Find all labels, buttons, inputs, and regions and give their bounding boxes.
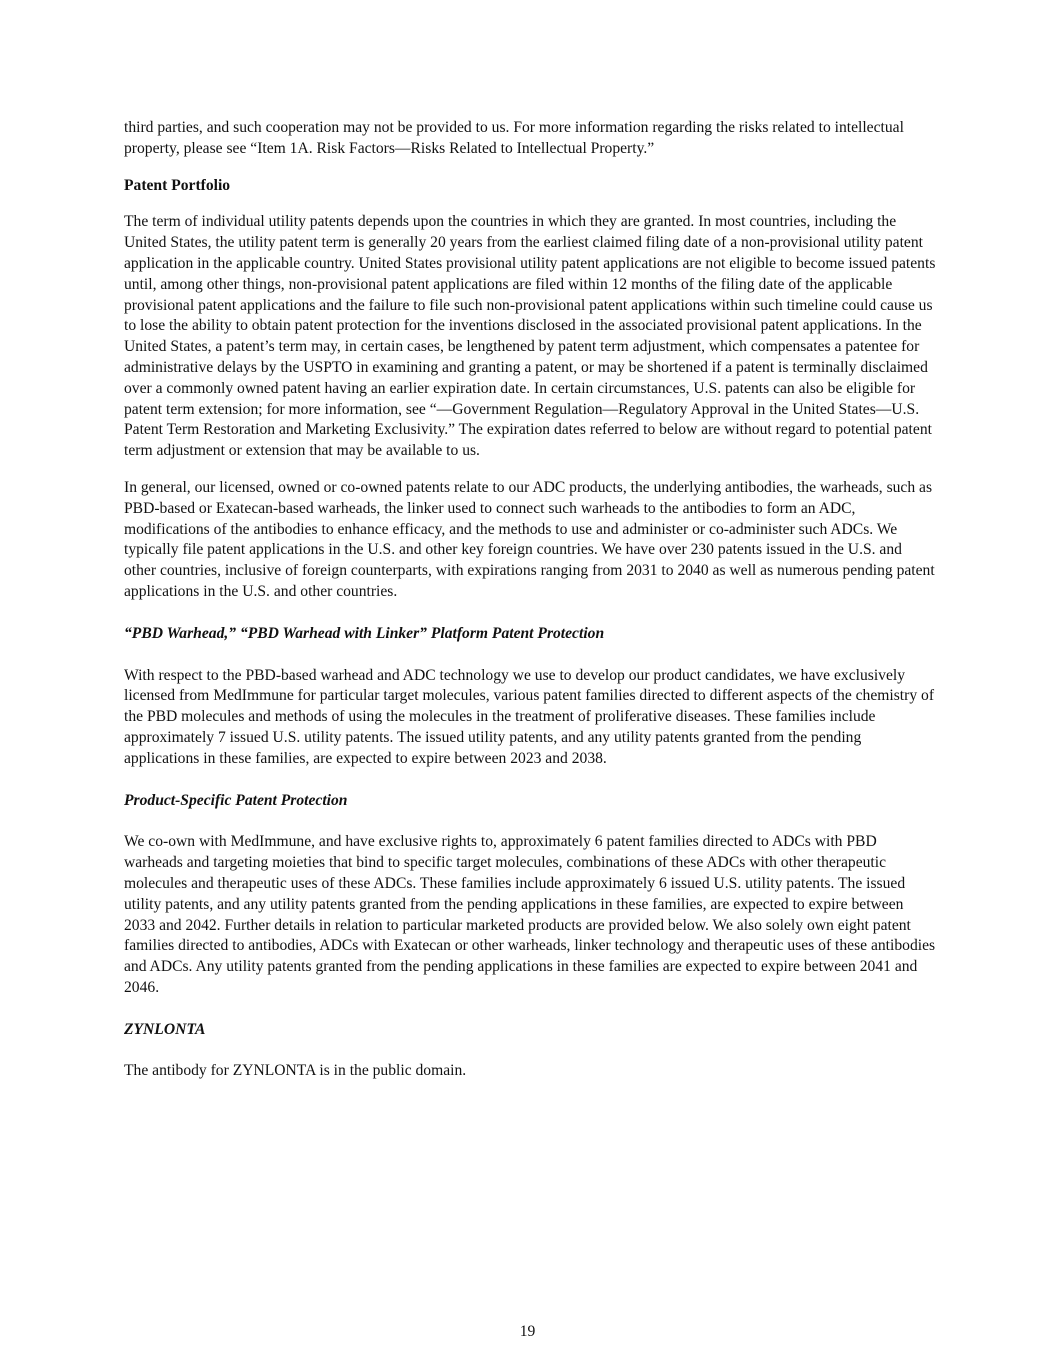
patent-portfolio-heading: Patent Portfolio — [124, 176, 231, 194]
page-number: 19 — [519, 1323, 536, 1340]
intro-paragraph: third parties, and such cooperation may not be provided to us. For more information regarding the risks related to intellectual property, please see “Item 1A. Risk Factors—Risks Related to Intellectual Property.” — [124, 119, 904, 157]
document-page — [124, 118, 936, 1098]
product-specific-heading: Product-Specific Patent Protection — [124, 791, 348, 809]
patent-term-paragraph: The term of individual utility patents depends upon the countries in which they are granted. In most countries, including the United States, the utility patent term is generally 20 years from the earliest claimed filing date of a non-provisional utility patent application in the applicable country. United States provisional utility patent applications are not eligible to become issued patents until, among other things, non-provisional patent applications are filed within 12 months of the filing date of the applicable provisional patent applications and the failure to file such non-provisional patent applications within such timeline could cause us to lose the ability to obtain patent protection for the inventions disclosed in the associated provisional patent applications. In the United States, a patent’s term may, in certain cases, be lengthened by patent term adjustment, which compensates a patentee for administrative delays by the USPTO in examining and granting a patent, or may be shortened if a patent is terminally disclaimed over a commonly owned patent having an earlier expiration date. In certain circumstances, U.S. patents can also be eligible for patent term extension; for more information, see “—Government Regulation—Regulatory Approval in the United States—U.S. Patent Term Restoration and Marketing Exclusivity.” The expiration dates referred to below are without regard to potential patent term adjustment or extension that may be available to us. — [124, 213, 936, 460]
pbd-platform-paragraph: With respect to the PBD-based warhead and ADC technology we use to develop our product candidates, we have exclusively licensed from MedImmune for particular target molecules, various patent families directed to different aspects of the chemistry of the PBD molecules and methods of using the molecules in the treatment of proliferative diseases. These families include approximately 7 issued U.S. utility patents. The issued utility patents, and any utility patents granted from the pending applications in these families, are expected to expire between 2023 and 2038. — [124, 666, 935, 767]
pbd-platform-heading: “PBD Warhead,” “PBD Warhead with Linker” Platform Patent Protection — [124, 624, 605, 642]
zynlonta-paragraph: The antibody for ZYNLONTA is in the public domain. — [124, 1062, 467, 1080]
patent-scope-paragraph: In general, our licensed, owned or co-owned patents relate to our ADC products, the underlying antibodies, the warheads, such as PBD-based or Exatecan-based warheads, the linker used to connect such warheads to the antibodies to form an ADC, modifications of the antibodies to enhance efficacy, and the methods to use and administer or co-administer such ADCs. We typically file patent applications in the U.S. and other key foreign countries. We have over 230 patents issued in the U.S. and other countries, inclusive of foreign counterparts, with expirations ranging from 2031 to 2040 as well as numerous pending patent applications in the U.S. and other countries. — [124, 478, 935, 600]
zynlonta-heading: ZYNLONTA — [124, 1020, 206, 1038]
product-specific-paragraph: We co-own with MedImmune, and have exclusive rights to, approximately 6 patent families directed to ADCs with PBD warheads and targeting moieties that bind to specific target molecules, combinations of these ADCs with other therapeutic molecules and therapeutic uses of these ADCs. These families include approximately 6 issued U.S. utility patents. The issued utility patents, and any utility patents granted from the pending applications in these families, are expected to expire between 2033 and 2042. Further details in relation to particular marketed products are provided below. We also solely own eight patent families directed to antibodies, ADCs with Exatecan or other warheads, linker technology and therapeutic uses of these antibodies and ADCs. Any utility patents granted from the pending applications in these families are expected to expire between 2041 and 2046. — [124, 833, 936, 996]
